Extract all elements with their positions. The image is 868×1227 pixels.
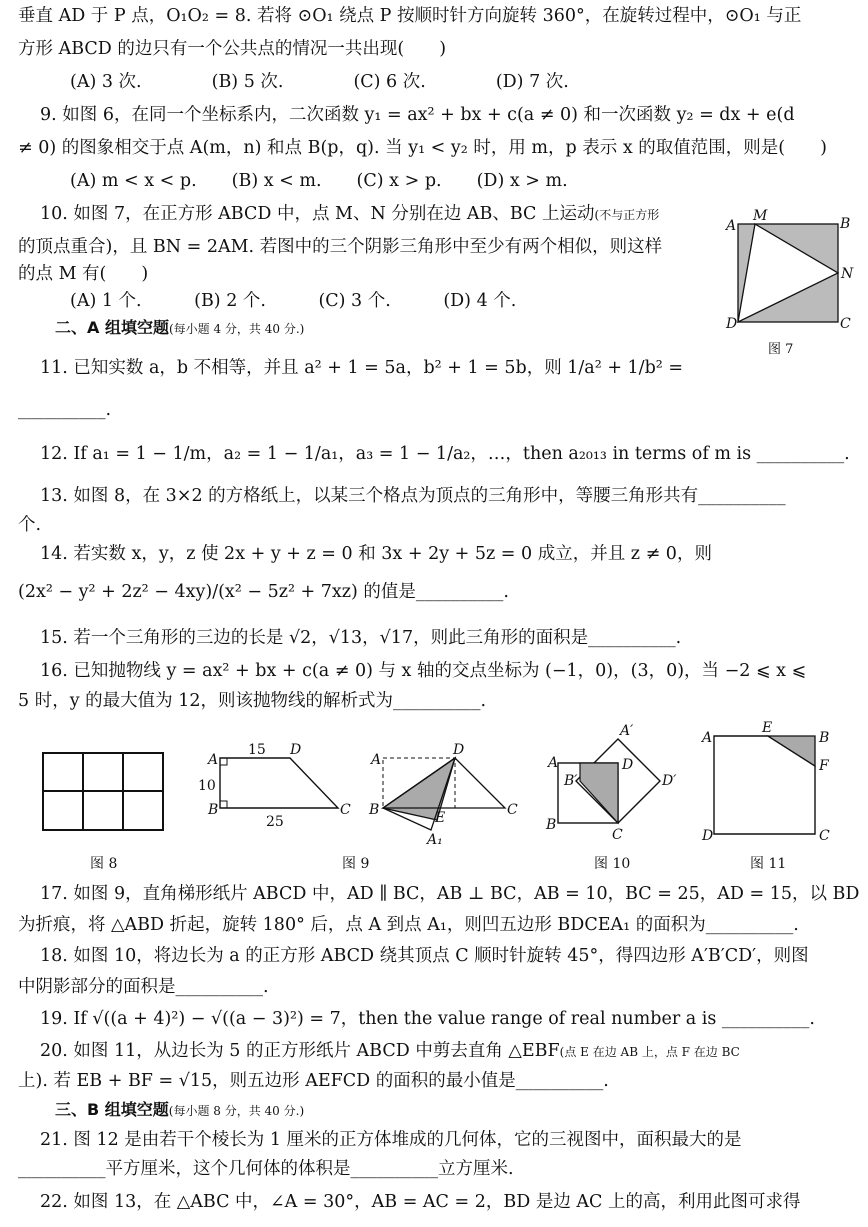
figure-label: A₁ [427, 832, 443, 848]
question-15: 15. 若一个三角形的三边的长是 √2，√13，√17，则此三角形的面积是__________. [40, 628, 682, 648]
figure-8 [40, 750, 170, 840]
figure-label: C [819, 828, 830, 844]
question-14: 14. 若实数 x，y，z 使 2x + y + z = 0 和 3x + 2y + 5z = 0 成立，并且 z ≠ 0，则 [40, 544, 712, 564]
figure-label: 图 7 [768, 342, 794, 357]
figure-label: 10 [198, 778, 216, 794]
figure-label: C [340, 802, 351, 818]
answer-options: (A) 1 个. (B) 2 个. (C) 3 个. (D) 4 个. [70, 291, 517, 311]
figure-label: D′ [662, 773, 677, 789]
question-11: 11. 已知实数 a，b 不相等，并且 a² + 1 = 5a，b² + 1 = 5b，则 1/a² + 1/b² = [40, 358, 684, 378]
q20-note: (点 E 在边 AB 上，点 F 在边 BC [559, 1045, 740, 1059]
figure-label: D [726, 316, 738, 332]
question-21: 21. 图 12 是由若干个棱长为 1 厘米的正方体堆成的几何体，它的三视图中，面积最大的是 [40, 1130, 742, 1150]
figure-label: D [622, 757, 634, 773]
text-line: 方形 ABCD 的边只有一个公共点的情况一共出现( ) [18, 39, 447, 59]
text-line: 个. [18, 515, 42, 535]
question-20 [40, 1039, 740, 1064]
question-18: 18. 如图 10，将边长为 a 的正方形 ABCD 绕其顶点 C 顺时针旋转 45°，得四边形 A′B′CD′，则图 [40, 946, 809, 966]
section-b-title: 三、B 组填空题 [55, 1100, 169, 1119]
question-16: 16. 已知抛物线 y = ax² + bx + c(a ≠ 0) 与 x 轴的交点坐标为 (−1，0)，(3，0)，当 −2 ⩽ x ⩽ [40, 661, 807, 681]
figure-10 [540, 715, 690, 845]
figure-9-folded [365, 742, 525, 852]
q10-note: (不与正方形 [594, 208, 660, 222]
question-22: 22. 如图 13，在 △ABC 中，∠A = 30°，AB = AC = 2，BD 是边 AC 上的高，利用此图可求得 [40, 1192, 801, 1212]
text-line: 的点 M 有( ) [18, 264, 149, 284]
answer-options: (A) 3 次. (B) 5 次. (C) 6 次. (D) 7 次. [70, 72, 569, 92]
figure-11 [700, 722, 840, 847]
section-a-note: (每小题 4 分，共 40 分.) [168, 322, 305, 336]
figure-label: D [702, 828, 714, 844]
question-17: 17. 如图 9，直角梯形纸片 ABCD 中，AD ∥ BC，AB ⊥ BC，AB = 10，BC = 25，AD = 15，以 BD [40, 884, 860, 904]
question-10 [40, 202, 659, 227]
question-13: 13. 如图 8，在 3×2 的方格纸上，以某三个格点为顶点的三角形中，等腰三角形共有__________ [40, 486, 786, 506]
text-line: 垂直 AD 于 P 点，O₁O₂ = 8. 若将 ⊙O₁ 绕点 P 按顺时针方向旋转 360°，在旋转过程中，⊙O₁ 与正 [18, 6, 802, 26]
q10-text: 10. 如图 7，在正方形 ABCD 中，点 M、N 分别在边 AB、BC 上运动 [40, 204, 595, 224]
text-line: 5 时，y 的最大值为 12，则该抛物线的解析式为__________. [18, 691, 487, 711]
section-a-heading [55, 316, 304, 341]
section-b-heading [55, 1098, 304, 1123]
question-19: 19. If √((a + 4)²) − √((a − 3)²) = 7，then the value range of real number a is __________. [40, 1009, 815, 1029]
figure-9-trapezoid [190, 742, 360, 842]
answer-options: (A) m < x < p. (B) x < m. (C) x > p. (D) x > m. [70, 171, 568, 191]
figure-label: B [840, 216, 851, 232]
figure-label: B [208, 802, 219, 818]
figure-label: A′ [620, 723, 634, 739]
figure-label: E [762, 720, 773, 736]
figure-label: C [507, 802, 518, 818]
text-line: 上). 若 EB + BF = √15，则五边形 AEFCD 的面积的最小值是__________. [18, 1071, 609, 1091]
section-a-title: 二、A 组填空题 [55, 318, 169, 337]
figure-label: M [753, 208, 768, 224]
text-line: 为折痕，将 △ABD 折起，旋转 180° 后，点 A 到点 A₁，则凹五边形 BDCEA₁ 的面积为__________. [18, 915, 799, 935]
figure-label: C [840, 316, 851, 332]
figure-label: D [290, 742, 302, 758]
section-b-note: (每小题 8 分，共 40 分.) [168, 1104, 305, 1118]
question-12: 12. If a₁ = 1 − 1/m，a₂ = 1 − 1/a₁，a₃ = 1 − 1/a₂，…，then a₂₀₁₃ in terms of m is __________. [40, 444, 850, 464]
figure-label: A [371, 752, 382, 768]
text-line: __________平方厘米，这个几何体的体积是__________立方厘米. [18, 1159, 514, 1179]
figure-label: A [208, 752, 219, 768]
figure-label: A [726, 218, 737, 234]
figure-label: B [369, 802, 380, 818]
figure-label: 15 [248, 742, 266, 758]
figure-label: N [841, 266, 854, 282]
figure-7 [720, 208, 854, 360]
figure-label: B′ [564, 773, 578, 789]
figure-label: 25 [266, 814, 284, 830]
text-line: (2x² − y² + 2z² − 4xy)/(x² − 5z² + 7xz) 的值是__________. [18, 582, 509, 602]
figure-label: B [546, 817, 557, 833]
q20-text: 20. 如图 11，从边长为 5 的正方形纸片 ABCD 中剪去直角 △EBF [40, 1041, 560, 1061]
figure-label: E [435, 810, 446, 826]
figure-label: A [702, 730, 713, 746]
figure-label: F [819, 758, 829, 774]
question-9: 9. 如图 6，在同一个坐标系内，二次函数 y₁ = ax² + bx + c(a ≠ 0) 和一次函数 y₂ = dx + e(d [40, 105, 795, 125]
figure-label: D [453, 742, 465, 758]
figure-8-caption: 图 8 [90, 856, 118, 872]
figure-11-caption: 图 11 [750, 856, 787, 872]
text-line: ≠ 0) 的图象相交于点 A(m，n) 和点 B(p，q). 当 y₁ < y₂ 时，用 m，p 表示 x 的取值范围，则是( ) [18, 138, 827, 158]
figure-label: C [612, 827, 623, 843]
figure-10-caption: 图 10 [594, 856, 631, 872]
figure-label: A [548, 755, 559, 771]
text-line: 的顶点重合)，且 BN = 2AM. 若图中的三个阴影三角形中至少有两个相似，则这样 [18, 237, 663, 257]
figure-label: B [819, 730, 830, 746]
figure-9-caption: 图 9 [342, 856, 370, 872]
text-line: __________. [18, 400, 112, 420]
text-line: 中阴影部分的面积是__________. [18, 977, 269, 997]
